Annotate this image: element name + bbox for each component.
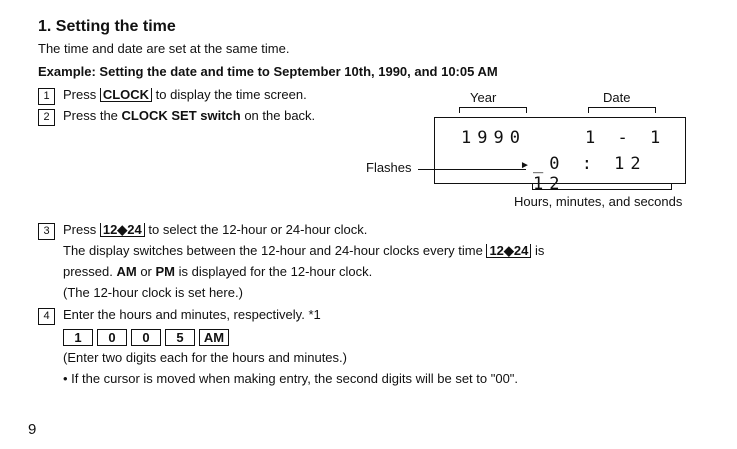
example-heading: Example: Setting the date and time to September 10th, 1990, and 10:05 AM bbox=[38, 64, 498, 79]
step-1: 1 Press CLOCK to display the time screen. bbox=[38, 87, 307, 105]
flashes-arrow-line bbox=[418, 169, 526, 170]
lcd-time: _0 : 12 12 bbox=[533, 154, 647, 194]
key-0: 0 bbox=[131, 329, 161, 346]
note-2: • If the cursor is moved when making entry, the second digits will be set to "00". bbox=[63, 371, 519, 386]
key-0: 0 bbox=[97, 329, 127, 346]
arrow-head-icon: ► bbox=[520, 160, 530, 171]
year-label: Year bbox=[470, 90, 497, 105]
clock-key: CLOCK bbox=[100, 88, 152, 102]
intro-text: The time and date are set at the same time. bbox=[38, 41, 290, 56]
step-number: 2 bbox=[38, 109, 55, 126]
step-3-detail-1: The display switches between the 12-hour and 24-hour clocks every time 12◆24 is bbox=[63, 243, 545, 258]
step-3: 3 Press 12◆24 to select the 12-hour or 24-hour clock. bbox=[38, 222, 367, 240]
key-5: 5 bbox=[165, 329, 195, 346]
key-am: AM bbox=[199, 329, 229, 346]
step-number: 1 bbox=[38, 88, 55, 105]
12-24-key: 12◆24 bbox=[486, 244, 531, 258]
12-24-key: 12◆24 bbox=[100, 223, 145, 237]
key-1: 1 bbox=[63, 329, 93, 346]
hms-label: Hours, minutes, and seconds bbox=[514, 194, 683, 209]
key-sequence bbox=[63, 329, 233, 346]
section-title: 1. Setting the time bbox=[38, 18, 176, 35]
step-number: 4 bbox=[38, 308, 55, 325]
step-3-detail-3: (The 12-hour clock is set here.) bbox=[63, 285, 243, 300]
step-2: 2 Press the CLOCK SET switch on the back. bbox=[38, 108, 315, 126]
lcd-display bbox=[434, 117, 686, 194]
step-number: 3 bbox=[38, 223, 55, 240]
date-label: Date bbox=[603, 90, 631, 105]
flashes-label: Flashes bbox=[366, 160, 412, 175]
step-3-detail-2: pressed. AM or PM is displayed for the 12-hour clock. bbox=[63, 264, 373, 279]
note-1: (Enter two digits each for the hours and minutes.) bbox=[63, 350, 347, 365]
page-number: 9 bbox=[28, 421, 37, 438]
lcd-year: 1990 bbox=[461, 128, 526, 148]
clock-set-switch: CLOCK SET switch bbox=[121, 108, 241, 123]
step-4: 4 Enter the hours and minutes, respectively. *1 bbox=[38, 307, 321, 325]
lcd-date: 1 - 1 bbox=[585, 128, 667, 148]
